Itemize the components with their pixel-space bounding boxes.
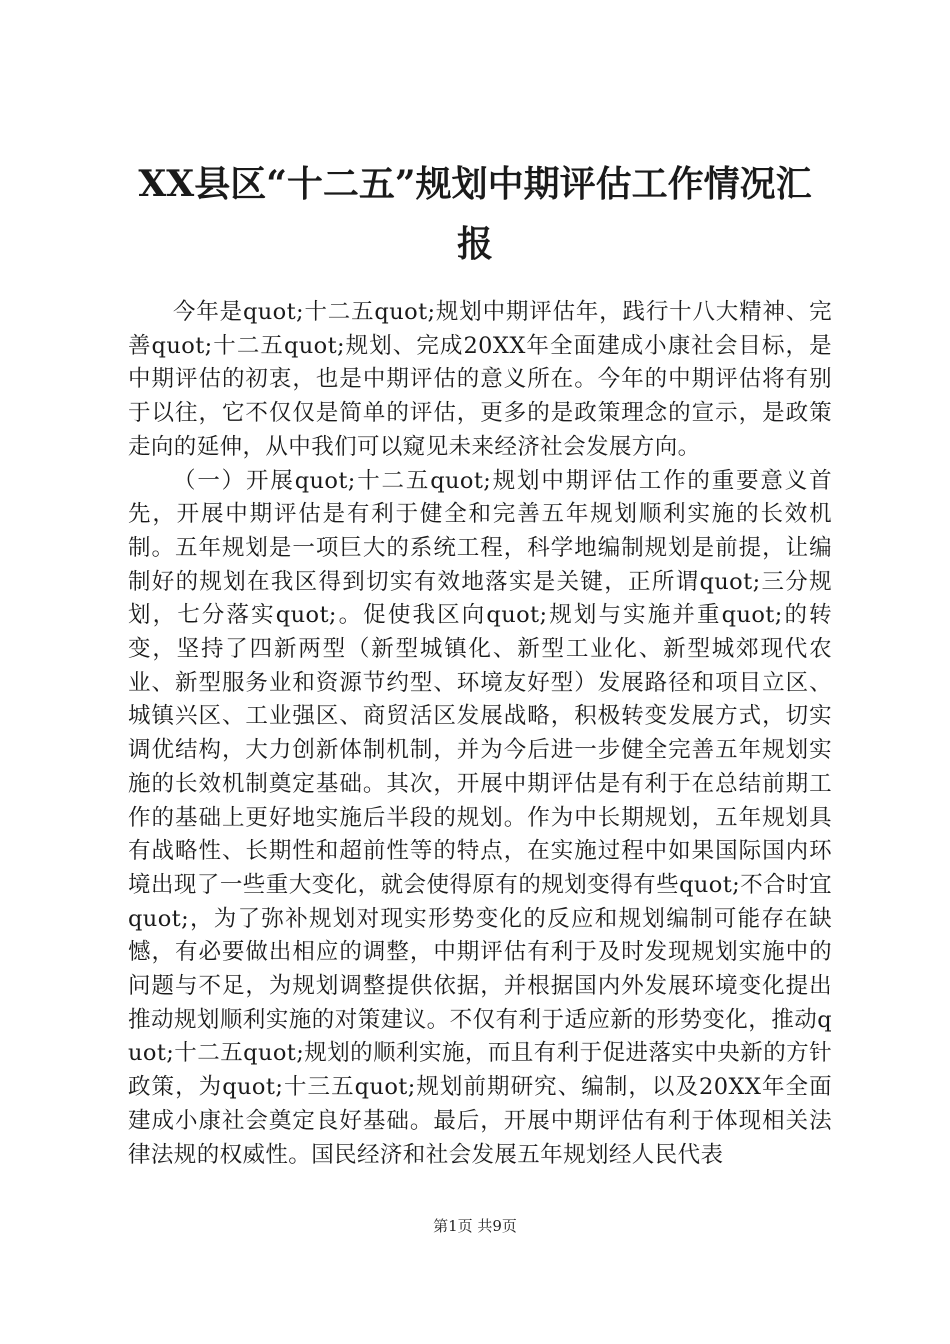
document-body bbox=[128, 296, 832, 1172]
page-number-footer: 第1页 共9页 bbox=[433, 1217, 517, 1235]
document-title-line-2: 报 bbox=[456, 223, 493, 265]
document-title-line-1: XX县区“十二五”规划中期评估工作情况汇 bbox=[138, 163, 812, 205]
paragraph-section-one: （一）开展quot;十二五quot;规划中期评估工作的重要意义首先，开展中期评估是有利于健全和完善五年规划顺利实施的长效机制。五年规划是一项巨大的系统工程，科学地编制规划是前提，让编制好的规划在我区得到切实有效地落实是关键，正所谓quot;三分规划，七分落实quot;。促使我区向quot;规划与实施并重quot;的转变，坚持了四新两型（新型城镇化、新型工业化、新型城郊现代农业、新型服务业和资源节约型、环境友好型）发展路径和项目立区、城镇兴区、工业强区、商贸活区发展战略，积极转变发展方式，切实调优结构，大力创新体制机制，并为今后进一步健全完善五年规划实施的长效机制奠定基础。其次，开展中期评估是有利于在总结前期工作的基础上更好地实施后半段的规划。作为中长期规划，五年规划具有战略性、长期性和超前性等的特点，在实施过程中如果国际国内环境出现了一些重大变化，就会使得原有的规划变得有些quot;不合时宜quot;，为了弥补规划对现实形势变化的反应和规划编制可能存在缺憾，有必要做出相应的调整，中期评估有利于及时发现规划实施中的问题与不足，为规划调整提供依据，并根据国内外发展环境变化提出推动规划顺利实施的对策建议。不仅有利于适应新的形势变化，推动quot;十二五quot;规划的顺利实施，而且有利于促进落实中央新的方针政策，为quot;十三五quot;规划前期研究、编制，以及20XX年全面建成小康社会奠定良好基础。最后，开展中期评估有利于体现相关法律法规的权威性。国民经济和社会发展五年规划经人民代表 bbox=[128, 467, 832, 1168]
paragraph-intro: 今年是quot;十二五quot;规划中期评估年，践行十八大精神、完善quot;十二五quot;规划、完成20XX年全面建成小康社会目标，是中期评估的初衷，也是中期评估的意义所在。今年的中期评估将有别于以往，它不仅仅是简单的评估，更多的是政策理念的宣示，是政策走向的延伸，从中我们可以窥见未来经济社会发展方向。 bbox=[128, 299, 832, 460]
